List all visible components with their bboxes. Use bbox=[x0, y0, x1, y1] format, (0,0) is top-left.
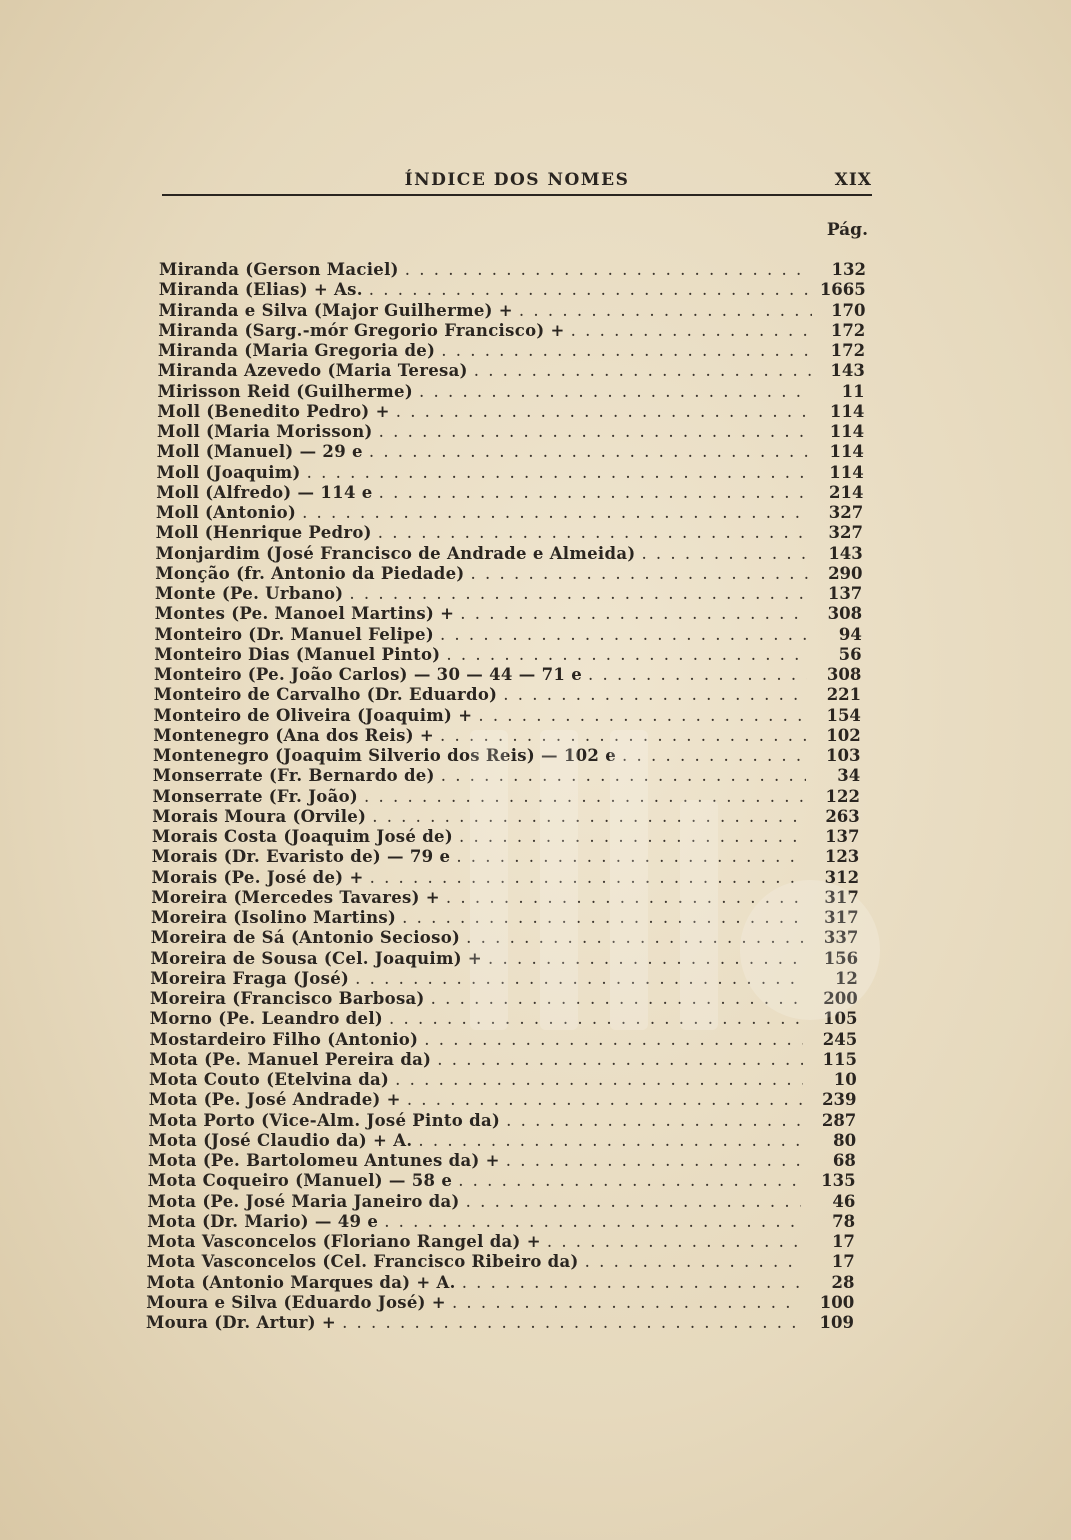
entry-page-number: 17 bbox=[831, 1232, 855, 1251]
entry-page-number: 114 bbox=[829, 422, 865, 441]
index-entry bbox=[148, 1131, 856, 1151]
dot-leader bbox=[462, 1273, 801, 1292]
dot-leader bbox=[379, 483, 810, 502]
dot-leader bbox=[446, 645, 807, 664]
entry-name: Miranda (Maria Gregoria de) bbox=[158, 341, 436, 360]
entry-page-number: 290 bbox=[828, 563, 863, 583]
index-entry bbox=[149, 1111, 857, 1131]
entry-page-number: 327 bbox=[828, 503, 864, 522]
page-column-label: Pág. bbox=[826, 220, 868, 240]
dot-leader bbox=[503, 685, 807, 704]
entry-name: Moll (Antonio) bbox=[156, 503, 297, 522]
index-entry bbox=[146, 1293, 854, 1313]
dot-leader bbox=[459, 827, 806, 846]
entry-page-number: 172 bbox=[830, 320, 866, 340]
entry-name: Morais Moura (Orvile) bbox=[152, 806, 367, 826]
entry-page-number: 200 bbox=[823, 989, 858, 1008]
entry-page-number: 46 bbox=[832, 1191, 856, 1211]
dot-leader bbox=[395, 1070, 803, 1089]
dot-leader bbox=[396, 402, 811, 421]
dot-leader bbox=[440, 625, 808, 644]
index-entry bbox=[152, 868, 860, 888]
entry-page-number: 317 bbox=[824, 908, 859, 927]
entry-name: Monserrate (Fr. João) bbox=[152, 786, 359, 806]
index-entry bbox=[157, 402, 864, 422]
entry-name: Moreira (Mercedes Tavares) + bbox=[151, 887, 440, 907]
entry-name: Monserrate (Fr. Bernardo de) bbox=[152, 766, 435, 786]
index-entry bbox=[148, 1151, 856, 1171]
dot-leader bbox=[389, 1009, 803, 1028]
entry-name: Mota Couto (Etelvina da) bbox=[149, 1070, 390, 1089]
index-entry bbox=[150, 989, 858, 1009]
index-entry bbox=[156, 544, 863, 564]
entry-page-number: 28 bbox=[831, 1272, 855, 1292]
entry-name: Miranda (Elias) + As. bbox=[158, 280, 363, 300]
entry-page-number: 308 bbox=[826, 665, 862, 684]
dot-leader bbox=[506, 1111, 802, 1130]
entry-name: Moreira Fraga (José) bbox=[150, 968, 350, 988]
index-entry bbox=[159, 280, 866, 300]
index-entry bbox=[153, 726, 860, 746]
dot-leader bbox=[372, 807, 806, 826]
dot-leader bbox=[478, 706, 807, 725]
entry-name: Monteiro de Oliveira (Joaquim) + bbox=[153, 705, 473, 725]
dot-leader bbox=[519, 301, 812, 320]
dot-leader bbox=[369, 442, 810, 461]
index-entry bbox=[150, 1030, 858, 1050]
entry-name: Miranda (Sarg.-mór Gregorio Francisco) + bbox=[158, 320, 565, 340]
dot-leader bbox=[419, 382, 811, 401]
entry-name: Monteiro Dias (Manuel Pinto) bbox=[154, 644, 441, 664]
entry-page-number: 103 bbox=[826, 746, 861, 765]
entry-name: Miranda e Silva (Major Guilherme) + bbox=[158, 300, 513, 320]
index-entry bbox=[155, 584, 862, 604]
entry-page-number: 12 bbox=[834, 968, 858, 988]
entry-page-number: 287 bbox=[821, 1110, 857, 1130]
entry-page-number: 308 bbox=[827, 604, 863, 624]
dot-leader bbox=[588, 665, 807, 684]
index-entry bbox=[152, 807, 860, 827]
dot-leader bbox=[446, 888, 805, 907]
index-entry bbox=[150, 1009, 858, 1029]
entry-name: Mota (Pe. José Andrade) + bbox=[148, 1090, 401, 1110]
dot-leader bbox=[369, 280, 812, 299]
entry-name: Moreira (Isolino Martins) bbox=[151, 908, 397, 927]
index-entry bbox=[158, 341, 865, 361]
entry-page-number: 137 bbox=[825, 827, 860, 846]
entry-name: Mostardeiro Filho (Antonio) bbox=[149, 1029, 419, 1049]
entry-name: Moll (Joaquim) bbox=[156, 462, 301, 482]
entry-name: Mota Vasconcelos (Floriano Rangel da) + bbox=[147, 1232, 541, 1251]
entry-name: Mota (José Claudio da) + A. bbox=[148, 1130, 413, 1150]
dot-leader bbox=[547, 1232, 801, 1251]
entry-name: Monjardim (José Francisco de Andrade e Almeida) bbox=[155, 543, 636, 563]
index-entry bbox=[151, 888, 859, 908]
entry-name: Monteiro (Dr. Manuel Felipe) bbox=[154, 624, 434, 644]
dot-leader bbox=[571, 321, 812, 340]
dot-leader bbox=[622, 746, 806, 765]
index-entry bbox=[147, 1273, 855, 1293]
dot-leader bbox=[384, 1212, 801, 1231]
entry-page-number: 56 bbox=[838, 644, 862, 664]
entry-page-number: 94 bbox=[838, 624, 862, 644]
entry-page-number: 214 bbox=[829, 482, 864, 502]
index-entry bbox=[146, 1313, 854, 1333]
entry-name: Miranda (Gerson Maciel) bbox=[159, 260, 399, 279]
entry-name: Moura (Dr. Artur) + bbox=[146, 1313, 337, 1332]
entry-page-number: 221 bbox=[826, 685, 862, 705]
entry-name: Mota (Dr. Mario) — 49 e bbox=[147, 1211, 379, 1231]
dot-leader bbox=[458, 1171, 801, 1190]
index-entry bbox=[151, 949, 859, 969]
dot-leader bbox=[466, 1192, 802, 1211]
dot-leader bbox=[364, 787, 806, 806]
entry-name: Moll (Benedito Pedro) + bbox=[157, 401, 390, 421]
dot-leader bbox=[585, 1252, 801, 1271]
entry-page-number: 327 bbox=[828, 523, 863, 543]
entry-page-number: 115 bbox=[822, 1049, 857, 1069]
entry-name: Monte (Pe. Urbano) bbox=[155, 584, 344, 603]
dot-leader bbox=[407, 1090, 803, 1109]
index-entry bbox=[147, 1232, 855, 1252]
entry-name: Monteiro (Pe. João Carlos) — 30 — 44 — 71 e bbox=[154, 665, 582, 684]
dot-leader bbox=[437, 1050, 803, 1069]
index-entry bbox=[156, 523, 863, 543]
entry-page-number: 114 bbox=[829, 462, 864, 482]
entry-name: Morno (Pe. Leandro del) bbox=[149, 1009, 383, 1029]
index-entry bbox=[149, 1050, 857, 1070]
index-entry bbox=[151, 928, 859, 948]
entry-name: Mota Porto (Vice-Alm. José Pinto da) bbox=[148, 1110, 501, 1130]
entry-name: Mota Vasconcelos (Cel. Francisco Ribeiro da) bbox=[146, 1252, 579, 1272]
entry-name: Miranda Azevedo (Maria Teresa) bbox=[157, 361, 468, 381]
entry-name: Montes (Pe. Manoel Martins) + bbox=[154, 604, 455, 624]
index-entry bbox=[147, 1252, 855, 1272]
index-entry bbox=[157, 442, 864, 462]
entry-page-number: 154 bbox=[826, 705, 861, 725]
dot-leader bbox=[379, 422, 811, 441]
page-number-roman: XIX bbox=[834, 170, 872, 190]
entry-page-number: 68 bbox=[832, 1151, 856, 1170]
entry-page-number: 263 bbox=[825, 806, 860, 826]
entry-page-number: 317 bbox=[824, 887, 859, 907]
dot-leader bbox=[342, 1313, 800, 1332]
index-entry bbox=[156, 503, 863, 523]
entry-name: Moll (Alfredo) — 114 e bbox=[156, 482, 373, 502]
entry-name: Morais (Dr. Evaristo de) — 79 e bbox=[151, 847, 451, 867]
entry-page-number: 135 bbox=[821, 1171, 856, 1191]
dot-leader bbox=[424, 1030, 803, 1049]
page-header bbox=[162, 170, 872, 196]
index-entry bbox=[154, 665, 861, 685]
dot-leader bbox=[370, 868, 805, 887]
index-entry bbox=[153, 766, 860, 786]
entry-page-number: 156 bbox=[823, 948, 859, 968]
index-entry bbox=[154, 685, 861, 705]
index-entry bbox=[153, 787, 861, 807]
index-entry bbox=[155, 604, 862, 624]
index-entry bbox=[153, 746, 860, 766]
page-title: ÍNDICE DOS NOMES bbox=[404, 170, 630, 190]
index-entry bbox=[149, 1070, 857, 1090]
index-entry bbox=[154, 706, 861, 726]
index-entry bbox=[157, 422, 864, 442]
entry-page-number: 10 bbox=[833, 1070, 857, 1089]
entry-name: Moll (Maria Morisson) bbox=[157, 422, 373, 441]
entry-page-number: 337 bbox=[823, 928, 859, 948]
index-entry bbox=[148, 1171, 856, 1191]
dot-leader bbox=[471, 564, 809, 583]
entry-page-number: 105 bbox=[823, 1009, 858, 1029]
entry-name: Mota (Pe. José Maria Janeiro da) bbox=[147, 1191, 460, 1211]
entry-name: Morais (Pe. José de) + bbox=[151, 867, 364, 887]
entry-page-number: 312 bbox=[824, 867, 860, 887]
dot-leader bbox=[355, 969, 804, 988]
index-entry bbox=[155, 625, 862, 645]
entry-name: Moll (Manuel) — 29 e bbox=[156, 442, 363, 462]
entry-name: Moreira de Sá (Antonio Secioso) bbox=[150, 928, 461, 948]
entry-name: Morais Costa (Joaquim José de) bbox=[152, 827, 453, 846]
dot-leader bbox=[456, 847, 805, 866]
entry-name: Moll (Henrique Pedro) bbox=[155, 523, 372, 543]
index-entry bbox=[148, 1192, 856, 1212]
index-entry bbox=[156, 483, 863, 503]
index-entry bbox=[151, 908, 859, 928]
entry-page-number: 11 bbox=[841, 381, 865, 401]
entry-page-number: 137 bbox=[827, 584, 863, 603]
entry-name: Mota (Pe. Manuel Pereira da) bbox=[149, 1049, 432, 1069]
entry-name: Monteiro de Carvalho (Dr. Eduardo) bbox=[153, 685, 498, 705]
entry-name: Montenegro (Ana dos Reis) + bbox=[153, 725, 434, 745]
entry-page-number: 245 bbox=[822, 1029, 858, 1049]
dot-leader bbox=[349, 584, 808, 603]
index-entry bbox=[158, 321, 865, 341]
dot-leader bbox=[506, 1151, 802, 1170]
entry-name: Montenegro (Joaquim Silverio dos Reis) — 102 e bbox=[153, 746, 617, 765]
dot-leader bbox=[302, 503, 809, 522]
entry-page-number: 239 bbox=[822, 1090, 857, 1110]
index-entry bbox=[158, 361, 865, 381]
index-entry bbox=[147, 1212, 855, 1232]
entry-name: Mota (Antonio Marques da) + A. bbox=[146, 1272, 456, 1292]
index-entry bbox=[150, 969, 858, 989]
entry-page-number: 1665 bbox=[819, 280, 866, 300]
entry-name: Mirisson Reid (Guilherme) bbox=[157, 381, 413, 401]
dot-leader bbox=[418, 1131, 802, 1150]
dot-leader bbox=[431, 989, 804, 1008]
entry-name: Monção (fr. Antonio da Piedade) bbox=[155, 563, 465, 583]
dot-leader bbox=[441, 341, 811, 360]
dot-leader bbox=[402, 908, 805, 927]
entry-name: Moreira (Francisco Barbosa) bbox=[150, 989, 425, 1008]
entry-page-number: 114 bbox=[829, 442, 864, 462]
dot-leader bbox=[378, 523, 809, 542]
entry-page-number: 132 bbox=[831, 260, 866, 279]
dot-leader bbox=[452, 1293, 800, 1312]
entry-page-number: 17 bbox=[831, 1252, 855, 1272]
entry-page-number: 34 bbox=[837, 766, 861, 786]
dot-leader bbox=[641, 544, 808, 563]
index-entry bbox=[149, 1090, 857, 1110]
dot-leader bbox=[460, 604, 808, 623]
entry-page-number: 100 bbox=[819, 1292, 855, 1312]
entry-page-number: 143 bbox=[830, 361, 865, 381]
entry-page-number: 102 bbox=[826, 725, 861, 745]
dot-leader bbox=[441, 766, 807, 785]
dot-leader bbox=[466, 928, 804, 947]
index-entry bbox=[158, 382, 865, 402]
dot-leader bbox=[440, 726, 807, 745]
index-entry bbox=[152, 827, 860, 847]
entry-name: Mota Coqueiro (Manuel) — 58 e bbox=[147, 1171, 453, 1191]
entry-name: Moreira de Sousa (Cel. Joaquim) + bbox=[150, 948, 483, 968]
index-entry bbox=[159, 260, 866, 280]
index-entry bbox=[157, 463, 864, 483]
entry-page-number: 170 bbox=[831, 300, 866, 320]
entry-page-number: 80 bbox=[833, 1130, 857, 1150]
entry-page-number: 78 bbox=[832, 1211, 856, 1231]
entry-name: Moura e Silva (Eduardo José) + bbox=[146, 1292, 446, 1312]
entry-page-number: 109 bbox=[819, 1313, 854, 1332]
dot-leader bbox=[307, 463, 810, 482]
dot-leader bbox=[474, 361, 811, 380]
entry-page-number: 123 bbox=[824, 847, 860, 867]
entry-page-number: 122 bbox=[825, 786, 860, 806]
entry-page-number: 143 bbox=[828, 543, 863, 563]
index-entry bbox=[159, 301, 866, 321]
entry-page-number: 114 bbox=[829, 401, 865, 421]
entry-name: Mota (Pe. Bartolomeu Antunes da) + bbox=[148, 1151, 500, 1170]
dot-leader bbox=[405, 260, 812, 279]
dot-leader bbox=[488, 949, 804, 968]
index-entry bbox=[154, 645, 861, 665]
entry-page-number: 172 bbox=[830, 341, 866, 360]
index-entry bbox=[155, 564, 862, 584]
index-entry bbox=[152, 847, 860, 867]
